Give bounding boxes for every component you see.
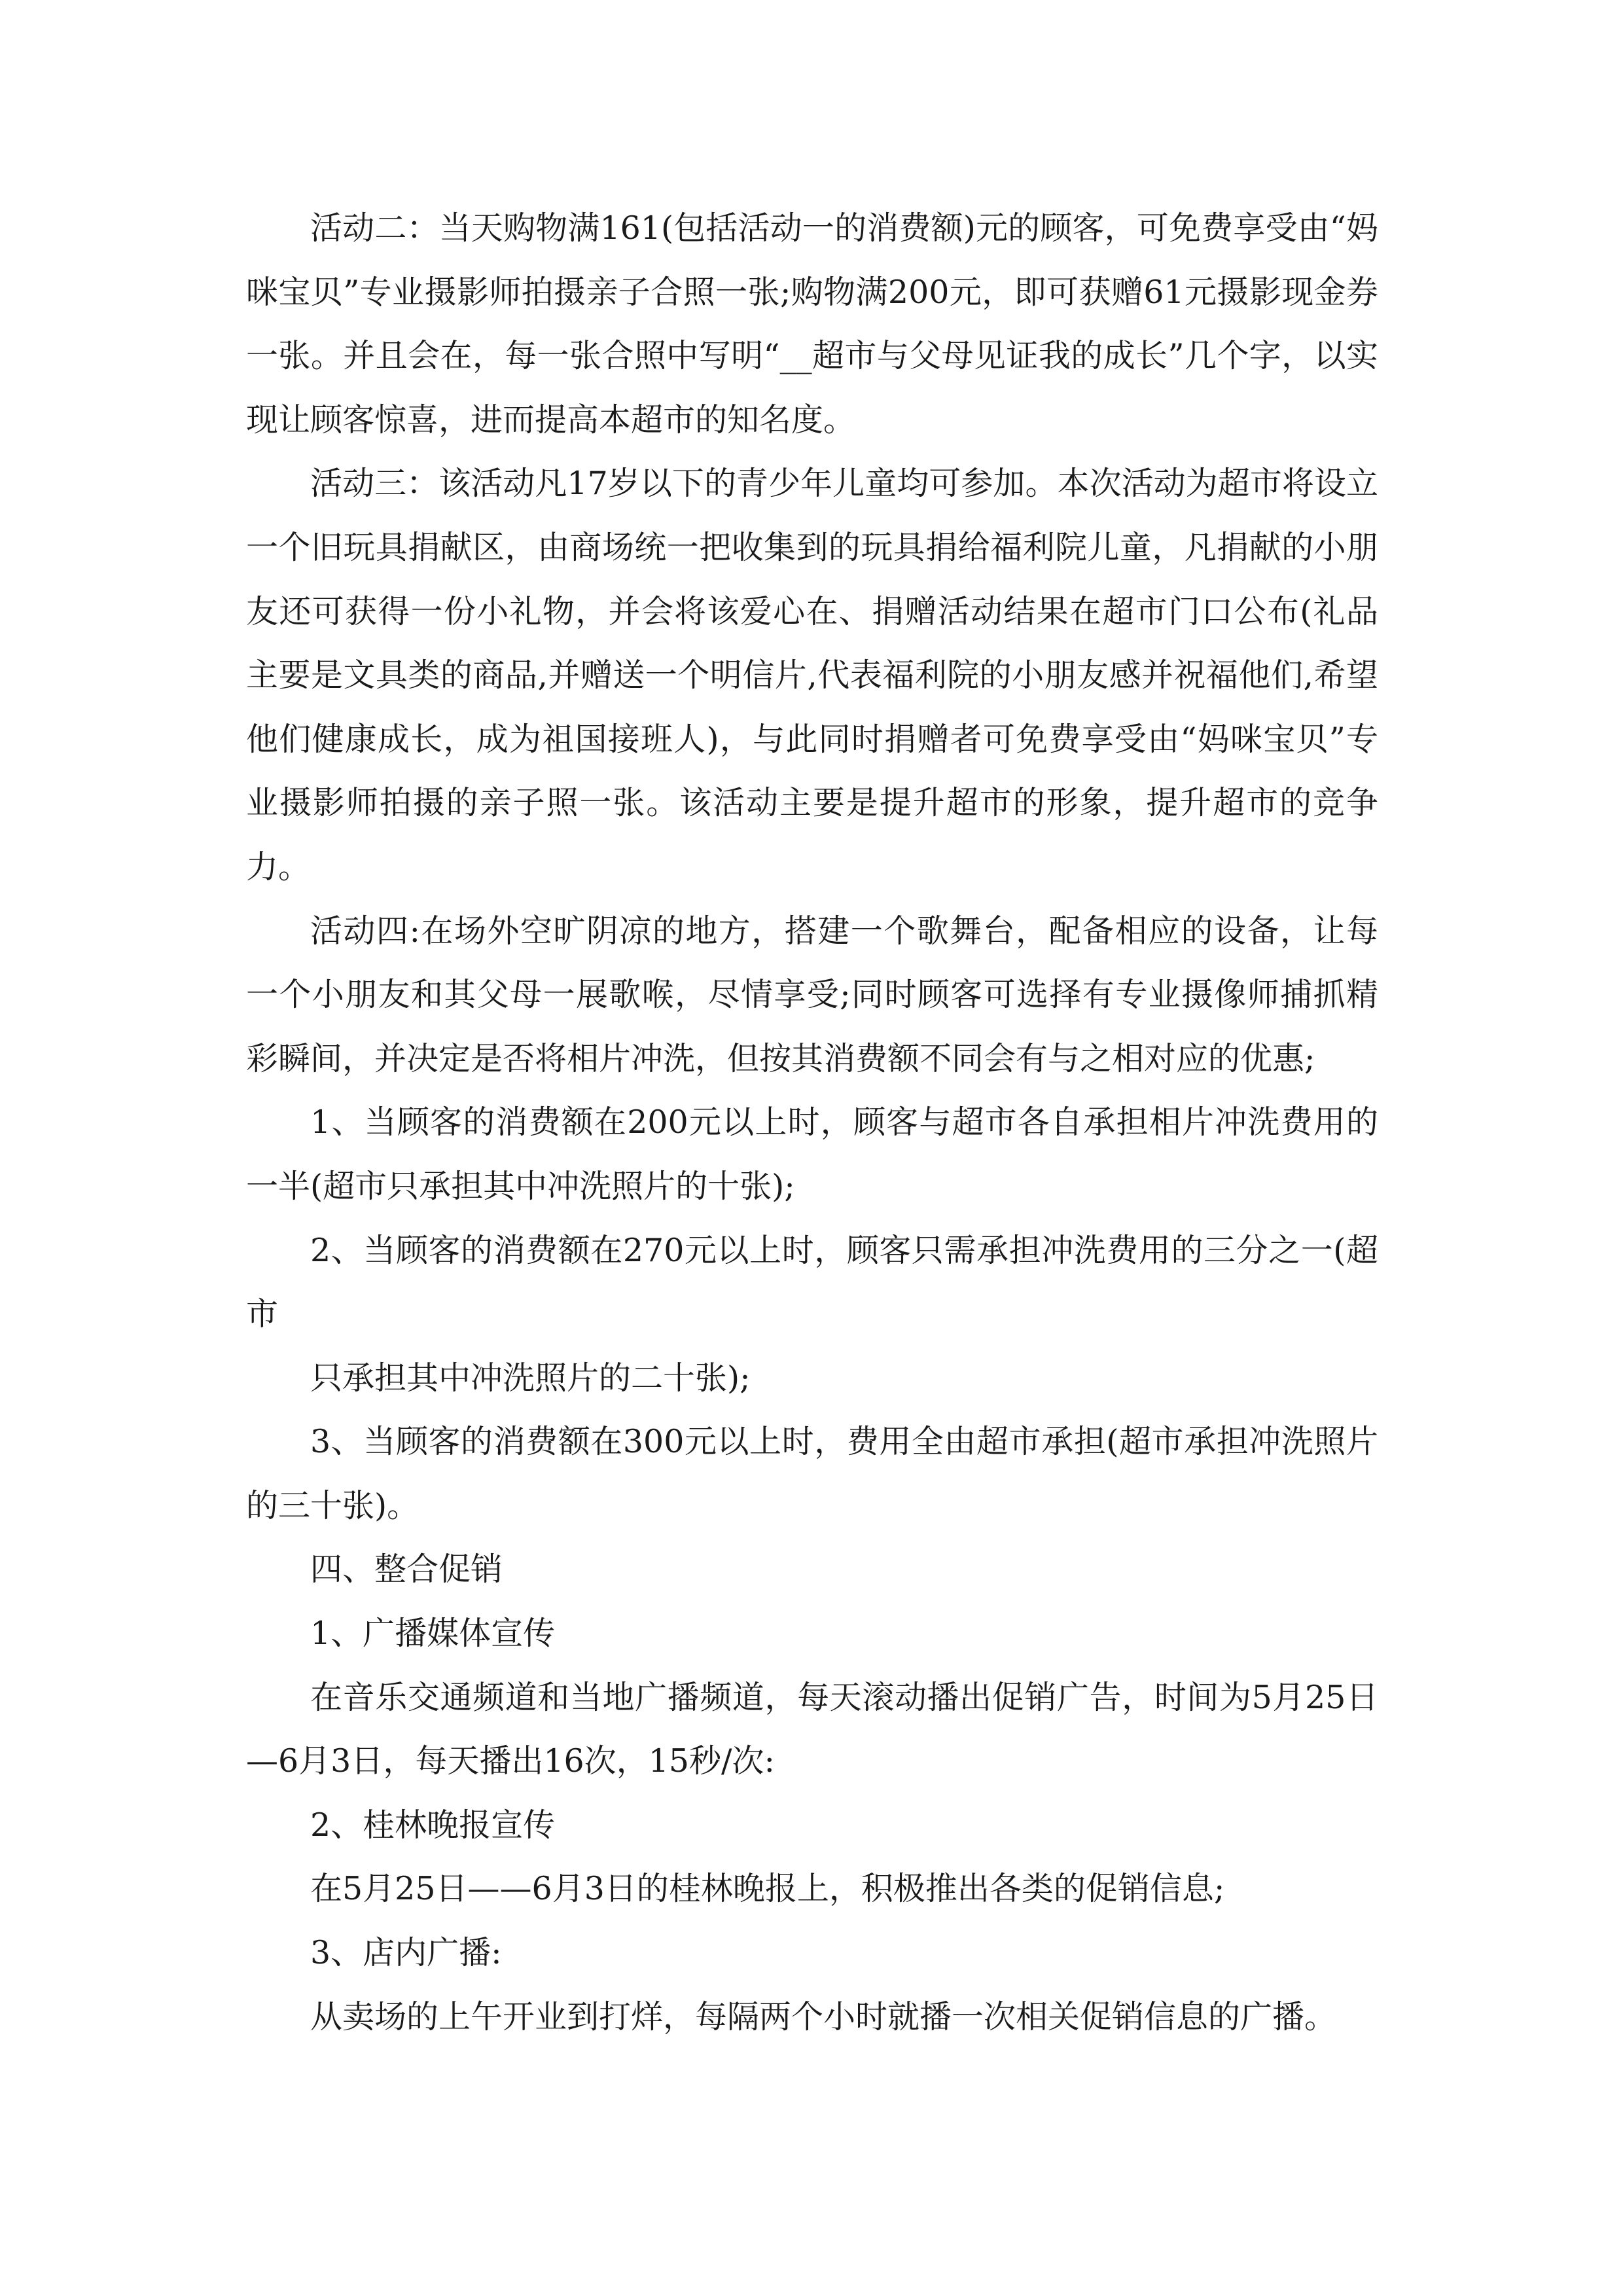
subheading-store-broadcast: 3、店内广播: bbox=[310, 1934, 502, 1972]
paragraph-discount-3: 3、当顾客的消费额在300元以上时，费用全由超市承担(超市承担冲洗照片的三十张)。 bbox=[246, 1423, 1378, 1524]
subheading-guilin-evening-news: 2、桂林晚报宣传 bbox=[310, 1806, 556, 1844]
paragraph-discount-2-continued: 只承担其中冲洗照片的二十张); bbox=[310, 1359, 751, 1397]
subheading-broadcast-media: 1、广播媒体宣传 bbox=[310, 1615, 556, 1653]
paragraph-activity-three: 活动三：该活动凡17岁以下的青少年儿童均可参加。本次活动为超市将设立一个旧玩具捐献区，由商场统一把收集到的玩具捐给福利院儿童，凡捐献的小朋友还可获得一份小礼物，并会将该爱心在、捐赠活动结果在超市门口公布(礼品主要是文具类的商品,并赠送一个明信片,代表福利院的小朋友感并祝福他们,希望他们健康成长，成为祖国接班人)，与此同时捐赠者可免费享受由“妈咪宝贝”专业摄影师拍摄的亲子照一张。该活动主要是提升超市的形象，提升超市的竞争力。 bbox=[246, 465, 1378, 886]
paragraph-store-broadcast: 从卖场的上午开业到打烊，每隔两个小时就播一次相关促销信息的广播。 bbox=[310, 1998, 1337, 2036]
paragraph-discount-2: 2、当顾客的消费额在270元以上时，顾客只需承担冲洗费用的三分之一(超市 bbox=[246, 1231, 1378, 1333]
section-heading-integrated-promotion: 四、整合促销 bbox=[310, 1551, 503, 1588]
paragraph-broadcast-media: 在音乐交通频道和当地广播频道，每天滚动播出促销广告，时间为5月25日—6月3日，每天播出16次，15秒/次: bbox=[246, 1678, 1378, 1780]
paragraph-activity-two: 活动二：当天购物满161(包括活动一的消费额)元的顾客，可免费享受由“妈咪宝贝”专业摄影师拍摄亲子合照一张;购物满200元，即可获赠61元摄影现金券一张。并且会在，每一张合照中写明“__超市与父母见证我的成长”几个字，以实现让顾客惊喜，进而提高本超市的知名度。 bbox=[246, 209, 1378, 439]
paragraph-discount-1: 1、当顾客的消费额在200元以上时，顾客与超市各自承担相片冲洗费用的一半(超市只承担其中冲洗照片的十张); bbox=[246, 1103, 1378, 1205]
paragraph-activity-four: 活动四:在场外空旷阴凉的地方，搭建一个歌舞台，配备相应的设备，让每一个小朋友和其父母一展歌喉，尽情享受;同时顾客可选择有专业摄像师捕抓精彩瞬间，并决定是否将相片冲洗，但按其消费额不同会有与之相对应的优惠; bbox=[246, 912, 1378, 1077]
document-body bbox=[246, 196, 1378, 2049]
paragraph-guilin-evening-news: 在5月25日——6月3日的桂林晚报上，积极推出各类的促销信息; bbox=[310, 1870, 1225, 1908]
